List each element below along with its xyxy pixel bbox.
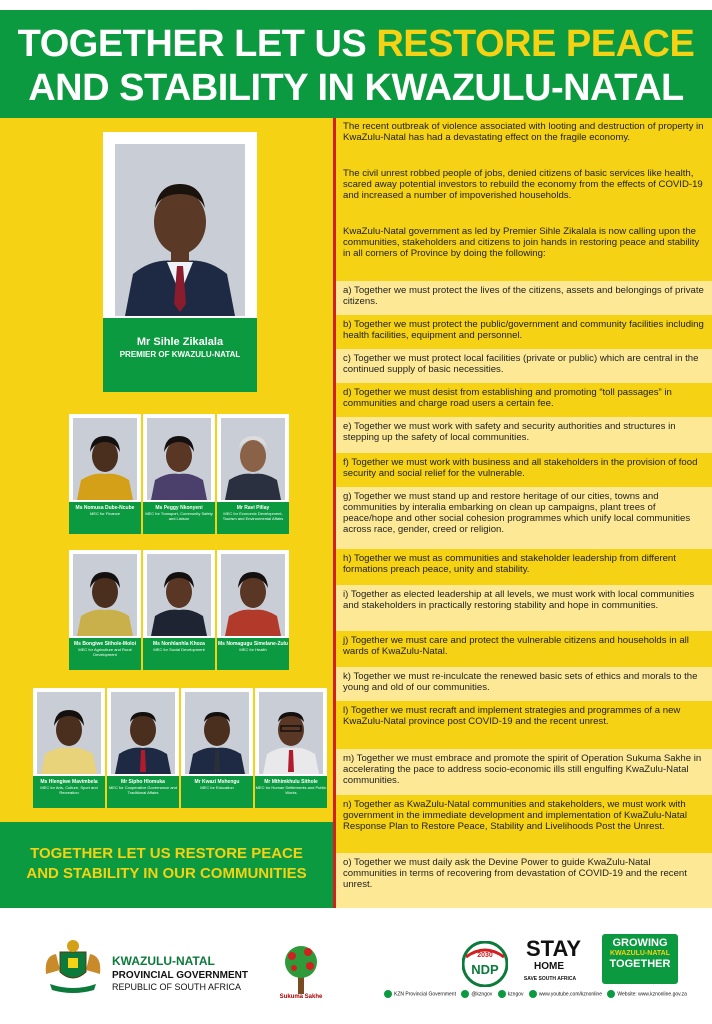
- facebook-icon: [384, 990, 392, 998]
- globe-icon: [607, 990, 615, 998]
- intro-paragraph: The recent outbreak of violence associated with looting and destruction of property in KwaZulu-Natal has had a devastating effect on the fragile economy.: [343, 121, 704, 143]
- growing-kzn-badge: [602, 934, 678, 984]
- action-item: a) Together we must protect the lives of the citizens, assets and belongings of private citizens.: [336, 281, 712, 315]
- action-item: m) Together we must embrace and promote the spirit of Operation Sukuma Sakhe in accelerating the pace to address socio-economic ills still engulfing KwaZulu-Natal communities.: [336, 749, 712, 795]
- mec-photo: [259, 692, 323, 774]
- action-item: k) Together we must re-inculcate the renewed basic sets of ethics and morals to the young and old of our communities.: [336, 667, 712, 701]
- instagram-link[interactable]: [498, 990, 524, 998]
- facebook-link[interactable]: [384, 990, 456, 998]
- mec-role: MEC for Education: [200, 785, 234, 790]
- growing-line1: GROWING: [612, 937, 668, 949]
- mec-role: MEC for Health: [239, 647, 267, 652]
- youtube-label: www.youtube.com/kznonline: [538, 991, 602, 998]
- mec-name: Ms Peggy Nkonyeni: [155, 505, 203, 511]
- premier-name: Mr Sihle Zikalala: [136, 336, 224, 348]
- action-item: i) Together as elected leadership at all levels, we must work with local communities and stakeholders in practically restoring stability and hope in communities.: [336, 585, 712, 631]
- mec-label: [181, 776, 253, 808]
- mec-photo: [73, 554, 137, 636]
- mec-photo: [147, 554, 211, 636]
- mec-photo: [73, 418, 137, 500]
- twitter-link[interactable]: [461, 990, 492, 998]
- leaders-panel: [0, 118, 333, 908]
- action-item: e) Together we must work with safety and security authorities and structures in stepping up the safety of local communities.: [336, 417, 712, 453]
- home-label: HOME: [534, 961, 564, 972]
- mec-card: [69, 550, 141, 670]
- mec-role: MEC for Transport, Community Safety and Liaison: [145, 511, 213, 521]
- mec-name: Ms Hlengiwe Mavimbela: [40, 779, 98, 785]
- mec-photo: [111, 692, 175, 774]
- header: [0, 0, 712, 118]
- mec-card: [107, 688, 179, 808]
- kzn-provincial: PROVINCIAL GOVERNMENT: [112, 970, 248, 981]
- action-item: j) Together we must care and protect the vulnerable citizens and households in all wards of KwaZulu-Natal.: [336, 631, 712, 667]
- mec-label: [143, 502, 215, 534]
- slogan-box: [0, 822, 333, 908]
- mec-role: MEC for Economic Development, Tourism and Environmental Affairs: [222, 511, 284, 521]
- mec-card: [181, 688, 253, 808]
- mec-card: [143, 550, 215, 670]
- premier-name-box: [103, 318, 257, 392]
- action-item: h) Together we must as communities and stakeholder leadership from different formations preach peace, unity and stability.: [336, 549, 712, 585]
- save-sa-label: SAVE SOUTH AFRICA: [523, 976, 577, 982]
- mec-name: Mr Sipho Hlomuka: [121, 779, 165, 785]
- title-line2: AND STABILITY IN KWAZULU-NATAL: [28, 67, 684, 109]
- action-item: b) Together we must protect the public/government and community facilities including health facilities, equipment and personnel.: [336, 315, 712, 349]
- twitter-icon: [461, 990, 469, 998]
- mec-label: [255, 776, 327, 808]
- instagram-label: kzngov: [507, 991, 524, 998]
- mec-role: MEC for Arts, Culture, Sport and Recreation: [40, 785, 98, 795]
- ndp-label: NDP: [471, 962, 499, 977]
- mec-name: Ms Nomagugu Simelane-Zulu: [217, 641, 288, 647]
- action-item: l) Together we must recraft and implement strategies and programmes of a new KwaZulu-Natal province post COVID-19 and the recent unrest.: [336, 701, 712, 749]
- mec-label: [217, 638, 289, 670]
- growing-line3: TOGETHER: [609, 958, 671, 970]
- website-label: Website: www.kznonline.gov.za: [617, 991, 687, 998]
- youtube-icon: [529, 990, 537, 998]
- action-item: n) Together as KwaZulu-Natal communities and stakeholders, we must work with government in the immediate development and implementation of KwaZulu-Natal Response Plan to Restore Peace, Stability and Livelihoods Post the Unrest.: [336, 795, 712, 853]
- mec-photo: [147, 418, 211, 500]
- mec-label: [217, 502, 289, 534]
- mec-name: Ms Bongiwe Sithole-Moloi: [74, 641, 136, 647]
- mec-name: Ms Nonhlanhla Khoza: [153, 641, 205, 647]
- mec-role: MEC for Social Development: [153, 647, 205, 652]
- social-links: [384, 990, 710, 1004]
- mec-role: MEC for Finance: [89, 511, 120, 516]
- mec-name: Mr Kwazi Mshengu: [194, 779, 240, 785]
- mec-role: MEC for Agriculture and Rural Development: [78, 647, 132, 657]
- intro-paragraph: The civil unrest robbed people of jobs, denied citizens of basic services like health, scared away potential investors to rebuild the economy from the effects of COVID-19 and increased a number of impoverished households.: [343, 168, 703, 201]
- action-item: d) Together we must desist from establishing and promoting “toll passages” in communities and charge road users a certain fee.: [336, 383, 712, 417]
- mec-photo: [221, 554, 285, 636]
- sukuma-sakhe-label: Sukuma Sakhe: [279, 994, 323, 1000]
- kzn-name: KWAZULU-NATAL: [112, 954, 215, 968]
- action-item: o) Together we must daily ask the Devine Power to guide KwaZulu-Natal communities in terms of recovering from devastation of COVID-19 and the recent unrest.: [336, 853, 712, 908]
- stay-label: STAY: [526, 936, 582, 961]
- sukuma-sakhe-logo-icon: [276, 936, 326, 1002]
- premier-photo: [115, 144, 245, 316]
- mec-card: [217, 414, 289, 534]
- title-part-white: TOGETHER LET US: [17, 23, 377, 65]
- kzn-republic: REPUBLIC OF SOUTH AFRICA: [112, 982, 242, 992]
- mec-label: [107, 776, 179, 808]
- mec-photo: [37, 692, 101, 774]
- slogan-line1: TOGETHER LET US RESTORE PEACE: [30, 845, 303, 862]
- instagram-icon: [498, 990, 506, 998]
- mec-role: MEC for Cooperative Governance and Traditional Affairs: [108, 785, 178, 795]
- youtube-link[interactable]: [529, 990, 602, 998]
- mec-card: [143, 414, 215, 534]
- action-item: f) Together we must work with business and all stakeholders in the provision of food security and social relief for the vulnerable.: [336, 453, 712, 487]
- facebook-label: KZN Provincial Government: [394, 991, 456, 998]
- ndp-year: 2030: [477, 952, 493, 959]
- mec-photo: [221, 418, 285, 500]
- mec-label: [69, 638, 141, 670]
- premier-card: [103, 132, 257, 392]
- action-item: g) Together we must stand up and restore heritage of our cities, towns and communities by interalia embarking on clean up campaigns, plant trees of peace/hope and other social cohesion programmes which unify local communities across race, gender, creed or religion.: [336, 487, 712, 549]
- mec-label: [69, 502, 141, 534]
- mec-name: Ms Nomusa Dube-Ncube: [75, 505, 135, 511]
- website-link[interactable]: [607, 990, 687, 998]
- coat-of-arms-icon: [40, 934, 106, 998]
- mec-label: [33, 776, 105, 808]
- mec-card: [217, 550, 289, 670]
- growing-line2: KWAZULU-NATAL: [609, 950, 670, 957]
- title-part-yellow: RESTORE PEACE: [376, 23, 695, 65]
- mec-name: Mr Ravi Pillay: [236, 505, 270, 511]
- premier-role: PREMIER OF KWAZULU-NATAL: [119, 350, 241, 359]
- mec-photo: [185, 692, 249, 774]
- mec-name: Mr Mthimkhulu Sithole: [264, 779, 318, 785]
- action-item: c) Together we must protect local facilities (private or public) which are central in the continued supply of basic necessities.: [336, 349, 712, 383]
- mec-card: [255, 688, 327, 808]
- mec-role: MEC for Human Settlements and Public Works: [255, 785, 327, 795]
- intro-paragraph: KwaZulu-Natal government as led by Premier Sihle Zikalala is now calling upon the communities, stakeholders and citizens to join hands in restoring peace and stability in all corners of Province by doing the following:: [343, 226, 700, 259]
- mec-card: [33, 688, 105, 808]
- mec-card: [69, 414, 141, 534]
- page-title: [0, 22, 712, 110]
- twitter-label: @kzngov: [471, 991, 493, 998]
- mec-label: [143, 638, 215, 670]
- slogan-line2: AND STABILITY IN OUR COMMUNITIES: [26, 865, 307, 882]
- footer: [0, 908, 712, 1024]
